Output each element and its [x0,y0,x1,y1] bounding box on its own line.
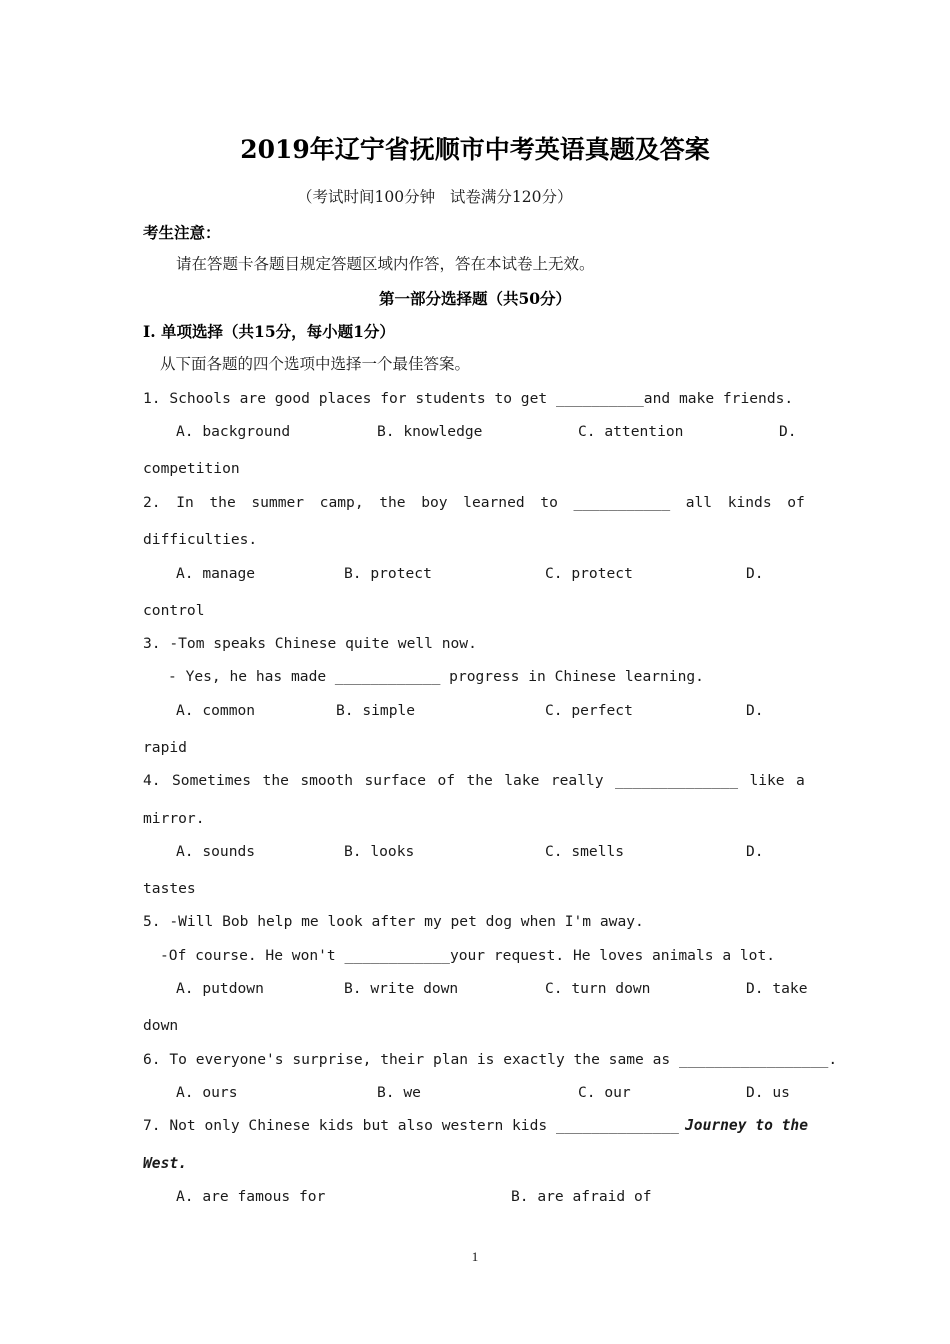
q4-blank: ______________ [615,772,739,789]
section-heading: I. 单项选择（共15分，每小题1分） [143,322,395,341]
q1-option-b: B. knowledge [377,423,483,440]
q3-option-a: A. common [176,702,256,719]
q6-stem: 6. To everyone's surprise, their plan is exactly the same as _________________. [143,1051,838,1068]
q6-option-c: C. our [578,1084,631,1101]
q2-blank: ___________ [573,494,671,511]
q4-stem-wrap: mirror. [143,810,205,827]
q4-word: surface [364,772,426,789]
notice-heading: 考生注意： [143,223,221,242]
q2-option-c: C. protect [545,565,633,582]
q4-option-d: D. [746,843,764,860]
q4-option-b: B. looks [344,843,415,860]
q5-stem: 5. -Will Bob help me look after my pet dog when I'm away. [143,913,644,930]
q1-option-a: A. background [176,423,291,440]
q4-stem [143,774,805,789]
q4-word: a [796,772,805,789]
q3-option-d: D. [746,702,764,719]
q1-option-d: D. [779,423,797,440]
q2-word: kinds [727,494,772,511]
exam-title: 2019年辽宁省抚顺市中考英语真题及答案 [240,135,710,164]
q2-stem [143,496,805,511]
q2-stem-wrap: difficulties. [143,531,258,548]
q7-book-title-wrap: West. [143,1155,187,1172]
q3-stem: 3. -Tom speaks Chinese quite well now. [143,635,477,652]
q4-option-a: A. sounds [176,843,256,860]
q1-option-d-wrap: competition [143,460,240,477]
q4-word: the [466,772,493,789]
q5-option-c: C. turn down [545,980,651,997]
q2-option-b: B. protect [344,565,432,582]
q4-word: lake [504,772,540,789]
q5-option-d: D. take [746,980,808,997]
q2-word: the [209,494,236,511]
q4-word: like [749,772,785,789]
q5-option-d-wrap: down [143,1017,179,1034]
q2-word: all [685,494,713,511]
q7-option-a: A. are famous for [176,1188,326,1205]
q2-option-a: A. manage [176,565,256,582]
q2-word: of [787,494,805,511]
q4-option-c: C. smells [545,843,625,860]
q2-option-d: D. [746,565,764,582]
q5-option-b: B. write down [344,980,459,997]
q6-option-d: D. us [746,1084,790,1101]
q2-word: learned [463,494,525,511]
part-heading: 第一部分选择题（共50分） [378,289,572,308]
exam-subtitle: （考试时间100分钟 试卷满分120分） [297,188,573,206]
q6-option-b: B. we [377,1084,421,1101]
q2-word: to [540,494,558,511]
q4-word: of [437,772,456,789]
q3-option-d-wrap: rapid [143,739,187,756]
q2-word: In [176,494,194,511]
q2-word: the [379,494,406,511]
q6-option-a: A. ours [176,1084,238,1101]
q4-word: 4. [143,772,161,789]
notice-text: 请在答题卡各题目规定答题区域内作答，答在本试卷上无效。 [176,255,595,273]
q3-option-b: B. simple [336,702,416,719]
q1-option-c: C. attention [578,423,684,440]
q2-word: camp, [319,494,364,511]
q4-word: the [262,772,289,789]
q2-word: boy [421,494,448,511]
q2-word: summer [251,494,305,511]
q1-stem: 1. Schools are good places for students to get __________and make friends. [143,390,794,407]
q4-option-d-wrap: tastes [143,880,196,897]
q7-book-title: Journey to the [685,1117,809,1134]
q3-reply: - Yes, he has made ____________ progress in Chinese learning. [168,668,704,685]
q5-option-a: A. putdown [176,980,264,997]
section-instruction: 从下面各题的四个选项中选择一个最佳答案。 [160,355,471,373]
q4-word: Sometimes [172,772,252,789]
q7-option-b: B. are afraid of [511,1188,652,1205]
q4-word: really [550,772,604,789]
q3-option-c: C. perfect [545,702,633,719]
page-number: 1 [471,1249,479,1264]
q5-reply: -Of course. He won't ____________your request. He loves animals a lot. [160,947,776,964]
q2-option-d-wrap: control [143,602,205,619]
q7-stem: 7. Not only Chinese kids but also western kids ______________ [143,1117,679,1134]
q2-word: 2. [143,494,161,511]
q4-word: smooth [300,772,354,789]
